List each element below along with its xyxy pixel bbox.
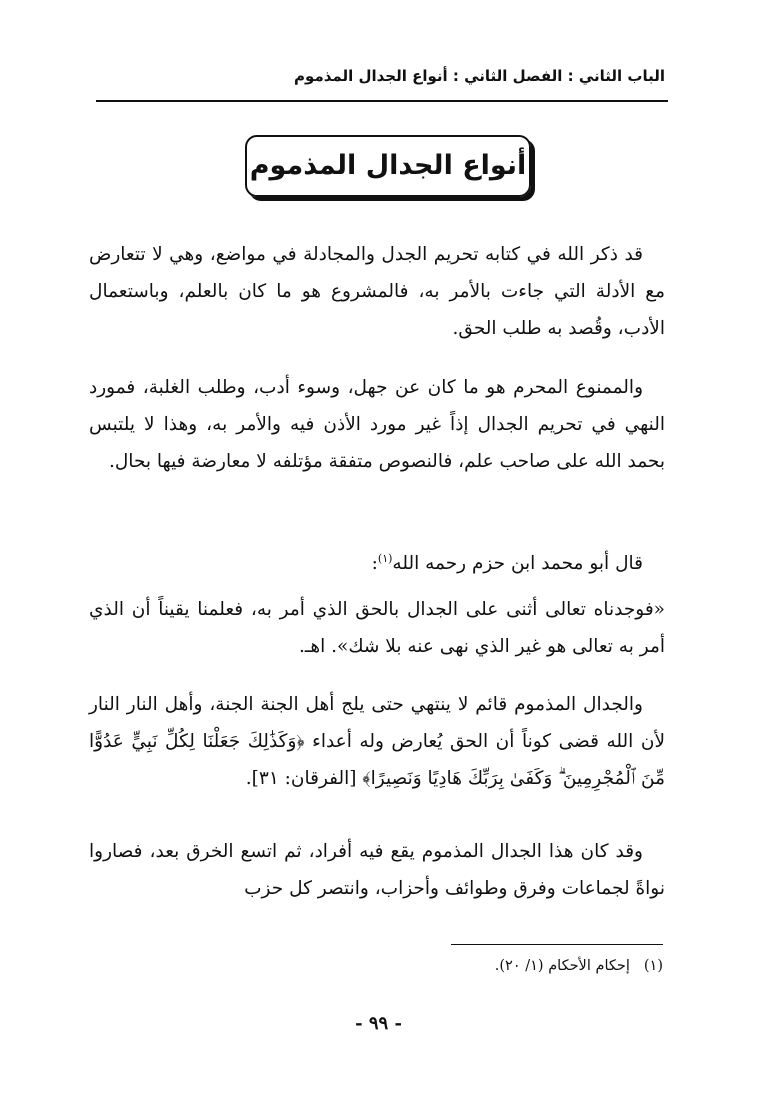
footnote-text: إحكام الأحكام (١/ ٢٠). — [494, 958, 630, 974]
paragraph-4-quote: «فوجدناه تعالى أثنى على الجدال بالحق الذي أمر به، فعلمنا يقيناً أن الذي أمر به تعالى هو غير الذي نهى عنه بلا شك». اهـ. — [89, 599, 665, 657]
attribution-colon: : — [371, 553, 378, 574]
footnote-number: (١) — [643, 958, 663, 974]
section-title: أنواع الجدال المذموم — [249, 150, 527, 181]
paragraph-2: والممنوع المحرم هو ما كان عن جهل، وسوء أدب، وطلب الغلبة، فمورد النهي في تحريم الجدال إذاً غير مورد الأذن فيه والأمر به، وهذا لا يلتبس بحمد الله على صاحب علم، فالنصوص متفقة مؤتلفه لا معارضة فيها بحال. — [89, 377, 665, 472]
footnote — [263, 955, 663, 977]
header-rule — [96, 100, 668, 102]
paragraph-5: والجدال المذموم قائم لا ينتهي حتى يلج أهل الجنة الجنة، وأهل النار النار لأن الله قضى كوناً أن الحق يُعارض وله أعداء ﴿وَكَذَٰلِكَ جَعَلْنَا لِكُلِّ نَبِيٍّ عَدُوًّا مِّنَ ٱلْمُجْرِمِينَ ۗ وَكَفَىٰ بِرَبِّكَ هَادِيًا وَنَصِيرًا﴾ [الفرقان: ٣١]. — [89, 694, 665, 789]
paragraph-6: وقد كان هذا الجدال المذموم يقع فيه أفراد، ثم اتسع الخرق بعد، فصاروا نواةً لجماعات وفرق وطوائف وأحزاب، وانتصر كل حزب — [89, 841, 665, 899]
paragraph-3 — [89, 545, 665, 582]
running-header: الباب الثاني : الفصل الثاني : أنواع الجدال المذموم — [294, 67, 665, 85]
quote-attribution: قال أبو محمد ابن حزم رحمه الله — [392, 553, 643, 574]
paragraph-1: قد ذكر الله في كتابه تحريم الجدل والمجادلة في مواضع، وهي لا تتعارض مع الأدلة التي جاءت بالأمر به، فالمشروع هو ما كان بالعلم، وباستعمال الأدب، وقُصد به طلب الحق. — [89, 244, 665, 339]
footnote-ref: (١) — [377, 551, 393, 565]
section-title-box — [245, 135, 531, 197]
footnote-rule — [451, 944, 663, 945]
page-number: - ٩٩ - — [355, 1013, 402, 1034]
